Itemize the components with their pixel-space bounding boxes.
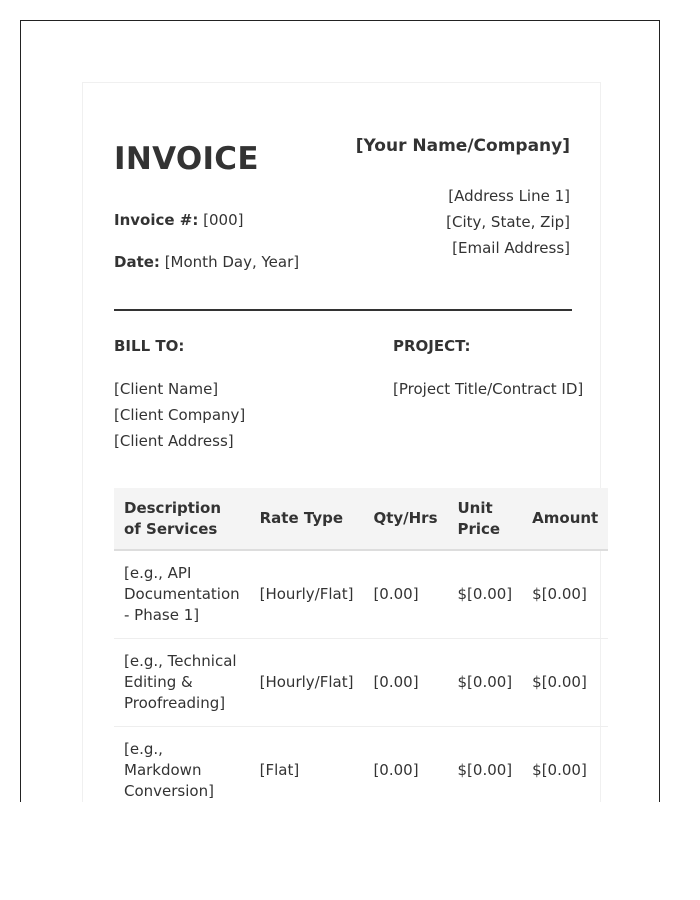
invoice-title: INVOICE [114, 141, 259, 177]
table-header-row [114, 488, 608, 550]
invoice-number-value: [000] [203, 211, 244, 229]
cell-amount: $[0.00] [522, 550, 608, 639]
cell-qty: [0.00] [363, 727, 447, 803]
header-unit-price: Unit Price [448, 488, 523, 550]
services-table [114, 488, 608, 802]
invoice-number-label: Invoice #: [114, 211, 199, 229]
client-company: [Client Company] [114, 406, 246, 424]
cell-description: [e.g., API Documentation - Phase 1] [114, 550, 250, 639]
cell-description: [e.g., Markdown Conversion] [114, 727, 250, 803]
header-amount: Amount [522, 488, 608, 550]
cell-qty: [0.00] [363, 550, 447, 639]
cell-description: [e.g., Technical Editing & Proofreading] [114, 639, 250, 727]
project-title: [Project Title/Contract ID] [393, 380, 584, 398]
project-block [393, 376, 583, 402]
cell-rate-type: [Hourly/Flat] [250, 550, 364, 639]
cell-unit-price: $[0.00] [448, 727, 523, 803]
sender-email: [Email Address] [452, 239, 570, 257]
sender-address-line1: [Address Line 1] [448, 187, 570, 205]
cell-rate-type: [Flat] [250, 727, 364, 803]
bill-to-heading: BILL TO: [114, 337, 185, 355]
cell-rate-type: [Hourly/Flat] [250, 639, 364, 727]
sender-address [446, 183, 570, 261]
cell-unit-price: $[0.00] [448, 550, 523, 639]
invoice-page [82, 82, 601, 802]
cell-amount: $[0.00] [522, 727, 608, 803]
cell-amount: $[0.00] [522, 639, 608, 727]
sender-city-state-zip: [City, State, Zip] [446, 213, 570, 231]
cell-unit-price: $[0.00] [448, 639, 523, 727]
table-row [114, 639, 608, 727]
header-rate-type: Rate Type [250, 488, 364, 550]
cell-qty: [0.00] [363, 639, 447, 727]
invoice-number [114, 211, 243, 229]
client-address: [Client Address] [114, 432, 234, 450]
header-qty-hrs: Qty/Hrs [363, 488, 447, 550]
table-row [114, 550, 608, 639]
invoice-date [114, 253, 299, 271]
invoice-date-value: [Month Day, Year] [164, 253, 300, 271]
client-name: [Client Name] [114, 380, 219, 398]
project-heading: PROJECT: [393, 337, 471, 355]
sender-name: [Your Name/Company] [355, 136, 570, 156]
invoice-date-label: Date: [114, 253, 160, 271]
bill-to-block [114, 376, 245, 454]
document-frame [20, 20, 660, 802]
table-row [114, 727, 608, 803]
header-divider [114, 309, 572, 311]
header-description: Description of Services [114, 488, 250, 550]
